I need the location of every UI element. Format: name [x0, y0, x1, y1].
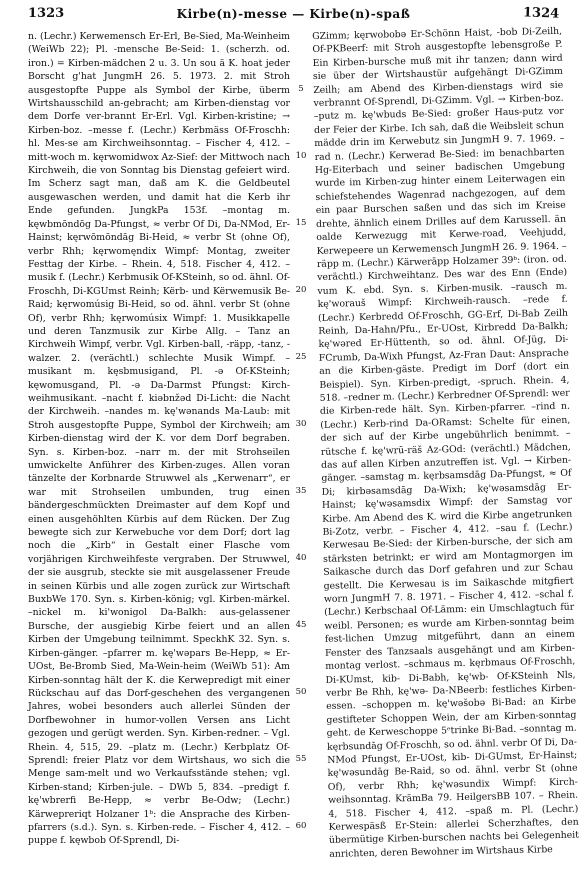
- line-number: 35: [295, 486, 307, 496]
- line-number: 60: [295, 821, 307, 831]
- running-head: Kirbe(n)-messe — Kirbe(n)-spaß: [176, 7, 411, 21]
- line-number: 45: [295, 620, 307, 630]
- page-header: [28, 6, 559, 26]
- line-number: 20: [295, 285, 307, 295]
- line-number: 5: [298, 84, 304, 94]
- line-number: 50: [295, 687, 307, 697]
- line-number: 40: [295, 553, 307, 563]
- page-number-left: 1323: [28, 6, 65, 21]
- right-column: [312, 25, 579, 861]
- right-column-text: GZimm; kęrwobobə Er-Schönn Haist, -bob Di-Zeilh, Of-PKBeerf: mit Stroh ausgestopfte lebensgroße P. Ein Kirben-bursche muß mit ihr tanzen; dann wird sie über der Wirtshaustür aufgehängt Di-GZimm Zeilh; am Abend des Kirben-dienstags wird sie verbrannt Of-Sprendl, Di-GZimm. Vgl. → Kirben-boz. –putz m. kę'wbuds Be-Sied: großer Haus-putz vor der Feier der Kirbe. Ich sah, daß die Weibsleit schun mädde drin im Kerwebutz sin JungmH 9. 7. 1969. –rad n. (Lechr.) Kerwerad Be-Sied: im benachbarten Hg-Eiterbach und seiner badischen Umgebung wurde im Kirben-zug hinter einem Leiterwagen ein schiefstehendes Wagenrad nachgezogen, auf dem ein paar Burschen saßen und das sich im Kreise drehte, ähnlich einem Drilles auf dem Karussell. än oalde Kerwezugg mit Kerwe-road, Veehjudd, Kerwepeere un Kerwemensch JungmH 26. 9. 1964. –räpp m. (Lechr.) Kärwerāpp Holzamer 39ᵇ: (iron. od. verächtl.) Kirchweihtanz. Des war des Enn (Ende) vum K. ebd. Syn. s. Kirben-musik. –rausch m. kę'worauš Wimpf: Kirchweih-rausch. –rede f. (Lechr.) Kerbredd Of-Froschh, GG-Erf, Di-Bab Zeilh Reinh, Da-Hahn/Pfu., Er-UOst, Kirbredd Da-Balkh; kę'wəred Er-Hüttenth, so od. ähnl. Of-Jüg, Di-FCrumb, Da-Wixh Pfungst, Az-Fran Daut: Ansprache an die Kirben-gäste. Predigt im Dorf (dort ein Beispiel). Syn. Kirben-predigt, -spruch. Rhein. 4, 518. –redner m. (Lechr.) Kerbredner Of-Sprendl: wer die Kirben-rede hält. Syn. Kirben-pfarrer. –rind n. (Lechr.) Kerb-rind Da-ORamst: Schelte für einen, der sich auf der Kirbe ungebührlich benimmt. –rütsche f. kę'wrū-räš Az-GOd: (verächtl.) Mädchen, das auf allen Kirben anzutreffen ist. Vgl. → Kirben-gänger. –samstag m. kęrbsamsdāg Da-Pfungst, ≈ Of Di; kirbəsamsdāg Da-Wixh; kę'wəsamsdāg Er-Hainst; kę'wəsamsdix Wimpf: der Samstag vor Kirbe. Am Abend des K. wird die Kirbe angetrunken Bi-Zotz, verbr. – Fischer 4, 412. –sau f. (Lechr.) Kerwesau Be-Sied: der Kirben-bursche, der sich am stärksten betrinkt; er wird am Montagmorgen im Saikasche durch das Dorf gefahren und zur Schau gestellt. Die Kerwesau is im Saikaschde mitgfiert worn JungmH 7. 8. 1971. – Fischer 4, 412. –schal f. (Lechr.) Kerbschaal Of-Lämm: ein Umschlagtuch für weibl. Personen; es wurde am Kirben-sonntag beim fest-lichen Umzug mitgeführt, dann an einem Fenster des Tanzsaals ausgehängt und am Kirben-montag verlost. –schmaus m. kęrbmaus Of-Froschh, Di-KUmst, kib- Di-Babh, kę'wb- Of-KSteinh Nls, verbr Be Rhh, kę'wə- Da-NBeerb: festliches Kirben-essen. –schoppen m. kę'wəšobə Bi-Bad: an Kirbe gestifteter Schoppen Wein, der am Kirben-sonntag geht. de Kerweschoppe 5ᵉtrinke Bi-Bad. –sonntag m. kęrbsundāg Of-Froschh, so od. ähnl. verbr Of Di, Da-NMod Pfungst, Er-UOst, kib- Di-GUmst, Er-Hainst; kę'wəsundāg Be-Raid, so od. ähnl. verbr St (ohne Of), verbr Rhh; kę'wəsundix Wimpf: Kirch-weihsonntag. KrämBa 79. HeilgersBB 107. – Rhein. 4, 518. Fischer 4, 412. –spaß m. Pl. (Lechr.) Kerwespäsß Er-Stein: allerlei Scherzhaftes, den übermütige Kirben-burschen nachts bei Gelegenheit anrichten, deren Bewohner im Wirtshaus Kirbe: [312, 25, 580, 860]
- line-number: 15: [295, 218, 307, 228]
- line-number: 55: [295, 754, 307, 764]
- line-number: 25: [295, 352, 307, 362]
- page-number-right: 1324: [522, 5, 560, 22]
- line-number: 10: [295, 151, 307, 161]
- line-number: 30: [295, 419, 307, 429]
- left-column-text: n. (Lechr.) Kerwemensch Er-Erl, Be-Sied, Ma-Weinheim (WeiWb 22); Pl. -mensche Be-Seid: 1. (scherzh. od. iron.) = Kirben-mädchen 2 u. 3. Un sou ä K. hoat jeder Borscht g'hat JungmH 26. 5. 1973. 2. mit Stroh ausgestopfte Puppe als Symbol der Kirbe, überm Wirtshausschild an-gebracht; am Kirben-dienstag vor dem Dorfe ver-brannt Er-Erl. Vgl. Kirben-kristine; → Kirben-boz. –messe f. (Lechr.) Kerbmäss Of-Froschh: hl. Mes-se am Kirchweihsonntag. – Fischer 4, 412. –mitt-woch m. kęrwomidwox Az-Sief: der Mittwoch nach Kirchweih, die von Sonntag bis Dienstag gefeiert wird. Im Scherz sagt man, daß am K. die Geldbeutel ausgewaschen werden, und damit hat die Kerb ihr Ende gefunden. JungkPa 153f. –montag m. kęwbmōndōg Da-Pfungst, ≈ verbr Of Di, Da-NMod, Er-Hainst; kęrwōmōndāg Bi-Heid, ≈ verbr St (ohne Of), verbr Rhh; kęrwomęndix Wimpf: Montag, zweiter Festtag der Kirbe. – Rhein. 4, 518. Fischer 4, 412. –musik f. (Lechr.) Kerbmusik Of-KSteinh, so od. ähnl. Of-Froschh, Di-KGUmst Reinh; Kërb- und Kërwemusik Be-Raid; kęrwomúsig Bi-Heid, so od. ähnl. verbr St (ohne Of), verbr Rhh; kęrwomúsix Wimpf: 1. Musikkapelle und deren Tanzmusik zur Kirbe Allg. – Tanz an Kirchweih Wimpf, verbr. Vgl. Kirben-ball, -räpp, -tanz, -walzer. 2. (verächtl.) schlechte Musik Wimpf. –musikant m. kęsbmusigand, Pl. -ə Of-KSteinh; kęwomusgand, Pl. -ə Da-Darmst Pfungst: Kirch-weihmusikant. –nacht f. kiəbnžəd Di-Licht: die Nacht der Kirchweih. –nandes m. kę'wənands Ma-Laub: mit Stroh ausgestopfte Puppe, Symbol der Kirchweih; am Kirben-dienstag wird der K. vor dem Dorf begraben. Syn. s. Kirben-boz. –narr m. der mit Strohseilen umwickelte Anführer des Kirben-zuges. Allen voran tänzelte der Korbnarde Struwwel als „Kerwenarr“, er war mit Strohseilen umbunden, trug einen bändergeschmückten Dreimaster auf dem Kopf und einen ausgehöhlten Kürbis auf dem Rücken. Der Zug bewegte sich zur Kerwebuche vor dem Dorf; dort lag noch die „Kirb“ in Gestalt einer Flasche vom vorjährigen Kirchweihfeste vergraben. Der Struwwel, der sie ausgrub, steckte sie mit ausgelassener Freude in seinen Kürbis und alle zogen zurück zur Wirtschaft BuxbWe 170. Syn. s. Kirben-könig; vgl. Kirben-märkel. –nickel m. ki'wonigol Da-Balkh: aus-gelassener Bursche, der ausgiebig Kirbe feiert und an allen Kirben der Umgebung teilnimmt. SpeckhK 32. Syn. s. Kirben-gänger. –pfarrer m. kę'wəpars Be-Hepp, ≈ Er-UOst, Be-Bromb Sied, Ma-Wein-heim (WeiWb 51): Am Kirben-sonntag hält der K. die Kerwepredigt mit einer Rückschau auf das Dorf-geschehen des vergangenen Jahres, wobei besonders auch allerlei Sünden der Dorfbewohner in humor-vollen Versen ans Licht gezogen und gerügt werden. Syn. Kirben-redner. – Vgl. Rhein. 4, 515, 29. –platz m. (Lechr.) Kerbplatz Of-Sprendl: freier Platz vor dem Wirtshaus, wo sich die Menge sam-melt und wo Verkaufsstände stehen; vgl. Kirben-stand; Kirben-jule. – DWb 5, 834. –predigt f. kę'wbrerfi Be-Hepp, ≈ verbr Be-Odw; (Lechr.) Kärwepreriqt Holzaner 1ᵇ: die Ansprache des Kirben-pfarrers (s.d.). Syn. s. Kirben-rede. – Fischer 4, 412. –puppe f. kęwbob Of-Sprendl, Di-: [28, 31, 290, 847]
- left-column: [28, 30, 290, 848]
